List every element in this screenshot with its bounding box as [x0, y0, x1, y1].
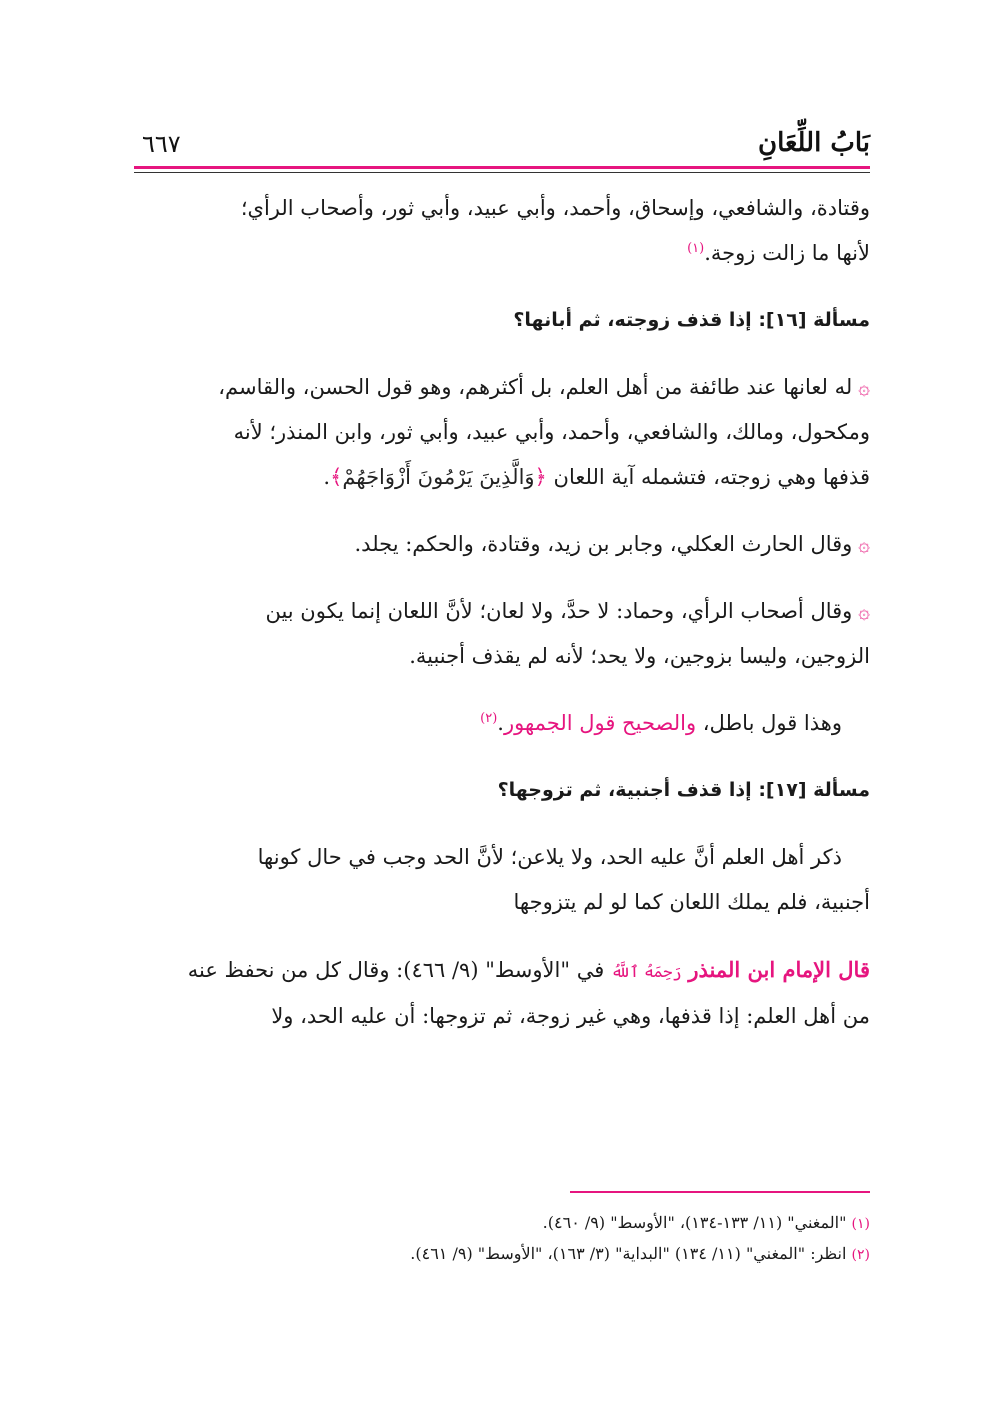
paragraph-3	[134, 522, 870, 567]
question-17-label: مسألة [١٧]:	[758, 779, 870, 801]
flower-ornament-icon: ۞	[858, 599, 870, 623]
paragraph-1	[134, 186, 870, 276]
quran-bracket-close: ﴾	[330, 465, 343, 489]
p7-book: "الأوسط"	[485, 958, 571, 982]
paragraph-7	[134, 947, 870, 1039]
book-page	[134, 110, 870, 1310]
footnote-2-text: انظر: "المغني" (١١/ ١٣٤) "البداية" (٣/ ١٦٣)، "الأوسط" (٩/ ٤٦١).	[410, 1244, 847, 1263]
p3-text: وقال الحارث العكلي، وجابر بن زيد، وقتادة، والحكم: يجلد.	[354, 532, 853, 556]
paragraph-2	[134, 365, 870, 500]
p7-rest: (٩/ ٤٦٦): وقال كل من نحفظ عنه	[187, 958, 479, 982]
p7-line2: من أهل العلم: إذا قذفها، وهي غير زوجة، ثم تزوجها: أن عليه الحد، ولا	[271, 1004, 870, 1028]
question-16-text: إذا قذف زوجته، ثم أبانها؟	[513, 309, 752, 331]
p4-line2: الزوجين، وليسا بزوجين، ولا يحد؛ لأنه لم يقذف أجنبية.	[409, 644, 870, 668]
footnote-1-number: (١)	[851, 1216, 870, 1232]
footnote-2	[134, 1239, 870, 1270]
paragraph-5	[134, 701, 870, 746]
p5-end: .	[497, 711, 504, 735]
paragraph-4	[134, 589, 870, 679]
p6-line1: ذكر أهل العلم أنَّ عليه الحد، ولا يلاعن؛ لأنَّ الحد وجب في حال كونها	[257, 845, 842, 869]
header-rule-thin	[134, 172, 870, 173]
footnote-2-number: (٢)	[851, 1247, 870, 1263]
p7-author: قال الإمام ابن المنذر	[688, 957, 870, 982]
question-16-label: مسألة [١٦]:	[758, 309, 870, 331]
running-header	[134, 110, 870, 160]
p1-line2: لأنها ما زالت زوجة.	[704, 241, 870, 265]
header-rule-accent	[134, 166, 870, 169]
footnote-1-text: "المغني" (١١/ ١٣٣-١٣٤)، "الأوسط" (٩/ ٤٦٠).	[542, 1213, 847, 1232]
p2-line1: له لعانها عند طائفة من أهل العلم، بل أكثرهم، وهو قول الحسن، والقاسم،	[218, 375, 853, 399]
question-16	[134, 298, 870, 343]
main-text	[134, 186, 870, 1039]
paragraph-6	[134, 835, 870, 925]
footnote-ref-1[interactable]: (١)	[687, 241, 705, 256]
quran-verse: وَالَّذِينَ يَرْمُونَ أَزْوَاجَهُمْ	[342, 465, 535, 489]
p7-honorific: رَحِمَهُ ٱللَّهُ	[610, 962, 682, 981]
flower-ornament-icon: ۞	[858, 532, 870, 556]
question-17-text: إذا قذف أجنبية، ثم تزوجها؟	[497, 779, 752, 801]
p2-line3: قذفها وهي زوجته، فتشمله آية اللعان	[553, 465, 870, 489]
footnotes	[134, 1208, 870, 1270]
p5-pre: وهذا قول باطل،	[702, 711, 842, 735]
quran-bracket-open: ﴿	[534, 465, 547, 489]
question-17	[134, 768, 870, 813]
p1-line1: وقتادة، والشافعي، وإسحاق، وأحمد، وأبي عبيد، وأبي ثور، وأصحاب الرأي؛	[240, 196, 870, 220]
p6-line2: أجنبية، فلم يملك اللعان كما لو لم يتزوجها	[513, 890, 870, 914]
footnote-ref-2[interactable]: (٢)	[480, 711, 498, 726]
p2-line3-end: .	[323, 465, 331, 489]
footnote-1	[134, 1208, 870, 1239]
footnote-separator	[570, 1191, 870, 1193]
p5-highlight: والصحيح قول الجمهور	[503, 711, 697, 735]
p7-mid: في	[576, 958, 605, 982]
chapter-title: بَابُ اللِّعَانِ	[758, 128, 870, 158]
p2-line2: ومكحول، ومالك، والشافعي، وأحمد، وأبي عبيد، وأبي ثور، وابن المنذر؛ لأنه	[233, 420, 870, 444]
flower-ornament-icon: ۞	[858, 375, 870, 399]
p4-line1: وقال أصحاب الرأي، وحماد: لا حدَّ، ولا لعان؛ لأنَّ اللعان إنما يكون بين	[265, 599, 853, 623]
page-number: ٦٦٧	[142, 130, 181, 158]
